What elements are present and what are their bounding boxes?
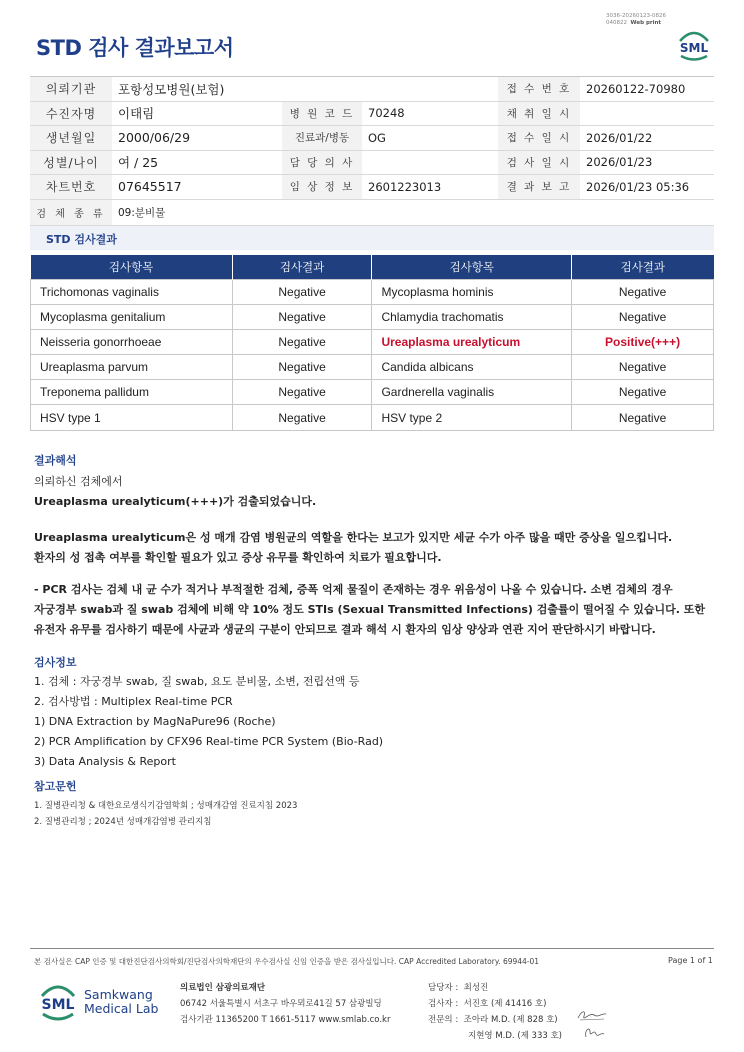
sml-logo-text: SML (679, 41, 709, 55)
patient-info-row (30, 77, 714, 102)
chart-no-label: 차트번호 (30, 175, 112, 200)
specimen-value: 09:분비물 (112, 199, 714, 225)
organization-address: 06742 서울특별시 서초구 바우뫼로41길 57 삼광빌딩 (180, 999, 382, 1009)
column-header: 검사항목 (31, 255, 233, 279)
patient-info-table (30, 76, 714, 226)
clinical-info-value: 2601223013 (362, 175, 498, 200)
results-section-header (30, 226, 714, 250)
table-row (31, 355, 714, 380)
requester-label: 의뢰기관 (30, 77, 112, 102)
test-result: Negative (572, 279, 714, 304)
test-info-line: 1) DNA Extraction by MagNaPure96 (Roche) (34, 715, 276, 728)
collect-date-label: 채 취 일 시 (498, 101, 580, 126)
dept-label: 진료과/병동 (282, 126, 362, 151)
test-result: Negative (232, 405, 372, 430)
page-title: STD 검사 결과보고서 (36, 36, 234, 60)
test-info-line: 2) PCR Amplification by CFX96 Real-time PCR System (Bio-Rad) (34, 735, 384, 748)
interpretation-paragraph-line: 환자의 성 접촉 여부를 확인할 필요가 있고 증상 유무를 확인하여 치료가 필요합니다. (34, 551, 442, 564)
brand-name (84, 988, 158, 1016)
web-print-tag: Web print (630, 20, 662, 26)
table-row (31, 329, 714, 354)
table-row (31, 405, 714, 430)
collect-date-value (580, 101, 714, 126)
test-result: Negative (232, 380, 372, 405)
doctor-value (362, 150, 498, 175)
sex-age-value: 여 / 25 (112, 150, 282, 175)
test-item: Neisseria gonorrhoeae (31, 329, 233, 354)
test-info-section (34, 654, 383, 772)
patient-info-row (30, 150, 714, 175)
interpretation-paragraph-line: Ureaplasma urealyticum은 성 매개 감염 병원균의 역할을 한다는 보고가 있지만 세균 수가 아주 많을 때만 증상을 일으킵니다. (34, 531, 673, 544)
test-item: Mycoplasma genitalium (31, 304, 233, 329)
sml-logo-icon (674, 27, 714, 63)
dob-value: 2000/06/29 (112, 126, 282, 151)
test-result: Negative (572, 304, 714, 329)
interpretation-paragraph-line: 유전자 유무를 검사하기 때문에 사균과 생균의 구분이 안되므로 결과 해석 시 환자의 임상 양상과 연관 지어 판단하시기 바랍니다. (34, 623, 656, 636)
column-header: 검사결과 (572, 255, 714, 279)
interpretation-section (34, 452, 705, 640)
receipt-date-value: 2026/01/22 (580, 126, 714, 151)
results-section-title: STD 검사결과 (46, 233, 117, 246)
interpretation-paragraph-line: 자궁경부 swab과 질 swab 검체에 비해 약 10% 정도 STIs (Sexual Transmitted Infections) 검출률이 떨어질 수 있습니다. 또한 (34, 603, 706, 616)
table-row (31, 304, 714, 329)
test-info-title: 검사정보 (34, 656, 77, 669)
positive-test-result: Positive(+++) (572, 329, 714, 354)
column-header: 검사항목 (372, 255, 572, 279)
patient-info-row (30, 199, 714, 225)
sml-footer-logo-text: SML (41, 997, 75, 1013)
name-label: 수진자명 (30, 101, 112, 126)
receipt-date-label: 접 수 일 시 (498, 126, 580, 151)
test-item: Mycoplasma hominis (372, 279, 572, 304)
test-result: Negative (232, 304, 372, 329)
brand-line: Samkwang (84, 987, 153, 1002)
test-item: Trichomonas vaginalis (31, 279, 233, 304)
test-item: Ureaplasma parvum (31, 355, 233, 380)
report-date-label: 결 과 보 고 (498, 175, 580, 200)
test-info-line: 1. 검체 : 자궁경부 swab, 질 swab, 요도 분비물, 소변, 전립선액 등 (34, 675, 360, 688)
staff-name: 서진호 (제 41416 호) (463, 999, 547, 1009)
staff-label: 검사자 : (428, 999, 459, 1009)
test-info-line: 3) Data Analysis & Report (34, 755, 176, 768)
page-number: Page 1 of 1 (668, 956, 713, 965)
staff-info (428, 980, 562, 1044)
dept-value: OG (362, 126, 498, 151)
staff-label: 전문의 : (428, 1015, 459, 1025)
interpretation-line: 의뢰하신 검체에서 (34, 475, 123, 488)
name-value: 이태림 (112, 101, 282, 126)
test-item: Chlamydia trachomatis (372, 304, 572, 329)
test-item: Candida albicans (372, 355, 572, 380)
results-header-row (31, 255, 714, 279)
organization-info (180, 980, 390, 1028)
test-result: Negative (232, 355, 372, 380)
patient-info-row (30, 175, 714, 200)
test-item: Gardnerella vaginalis (372, 380, 572, 405)
specimen-label: 검 체 종 류 (30, 199, 112, 225)
receipt-no-value: 20260122-70980 (580, 77, 714, 102)
patient-info-row (30, 101, 714, 126)
test-result: Negative (572, 380, 714, 405)
document-code (606, 13, 666, 27)
document-code-line1: 3036-20260123-0826 (606, 13, 666, 19)
reference-item: 2. 질병관리청 ; 2024년 성매개감염병 관리지침 (34, 817, 212, 827)
organization-contact: 검사기관 11365200 T 1661-5117 www.smlab.co.kr (180, 1015, 391, 1025)
requester-value: 포항성모병원(보험) (112, 77, 498, 102)
signature-icon (582, 1024, 608, 1040)
dob-label: 생년월일 (30, 126, 112, 151)
test-result: Negative (232, 279, 372, 304)
staff-name: 최성진 (463, 983, 489, 993)
test-result: Negative (232, 329, 372, 354)
hospital-code-value: 70248 (362, 101, 498, 126)
staff-label: 담당자 : (428, 983, 459, 993)
organization-name: 의료법인 삼광의료재단 (180, 983, 266, 993)
chart-no-value: 07645517 (112, 175, 282, 200)
staff-name: 조아라 M.D. (제 828 호) (463, 1015, 558, 1025)
results-table (30, 255, 714, 431)
test-result: Negative (572, 355, 714, 380)
interpretation-line: Ureaplasma urealyticum(+++)가 검출되었습니다. (34, 495, 317, 508)
staff-name: 지현영 M.D. (제 333 호) (468, 1031, 563, 1041)
sml-footer-logo-icon (36, 980, 80, 1024)
table-row (31, 279, 714, 304)
document-code-id: 040822 (606, 20, 627, 26)
test-result: Negative (572, 405, 714, 430)
test-date-value: 2026/01/23 (580, 150, 714, 175)
brand-line: Medical Lab (84, 1001, 159, 1016)
accreditation-note: 본 검사실은 CAP 인증 및 대한진단검사의학회/진단검사의학재단의 우수검사실 신임 인증을 받은 검사실입니다. CAP Accredited Laboratory. 69944-01 (34, 957, 540, 966)
column-header: 검사결과 (232, 255, 372, 279)
receipt-no-label: 접 수 번 호 (498, 77, 580, 102)
test-info-line: 2. 검사방법 : Multiplex Real-time PCR (34, 695, 233, 708)
report-date-value: 2026/01/23 05:36 (580, 175, 714, 200)
positive-test-item: Ureaplasma urealyticum (372, 329, 572, 354)
clinical-info-label: 임 상 정 보 (282, 175, 362, 200)
test-item: HSV type 2 (372, 405, 572, 430)
footer-divider (30, 948, 714, 949)
table-row (31, 380, 714, 405)
reference-item: 1. 질병관리청 & 대한요로생식기감염학회 ; 성매개감염 진료지침 2023 (34, 801, 298, 811)
interpretation-title: 결과해석 (34, 454, 77, 467)
hospital-code-label: 병 원 코 드 (282, 101, 362, 126)
signature-icon (576, 1008, 608, 1024)
patient-info-row (30, 126, 714, 151)
references-section (34, 778, 297, 830)
interpretation-paragraph-line: - PCR 검사는 검체 내 균 수가 적거나 부적절한 검체, 증폭 억제 물질이 존재하는 경우 위음성이 나올 수 있습니다. 소변 검체의 경우 (34, 583, 673, 596)
test-item: Treponema pallidum (31, 380, 233, 405)
test-item: HSV type 1 (31, 405, 233, 430)
sex-age-label: 성별/나이 (30, 150, 112, 175)
references-title: 참고문헌 (34, 780, 77, 793)
test-date-label: 검 사 일 시 (498, 150, 580, 175)
doctor-label: 담 당 의 사 (282, 150, 362, 175)
